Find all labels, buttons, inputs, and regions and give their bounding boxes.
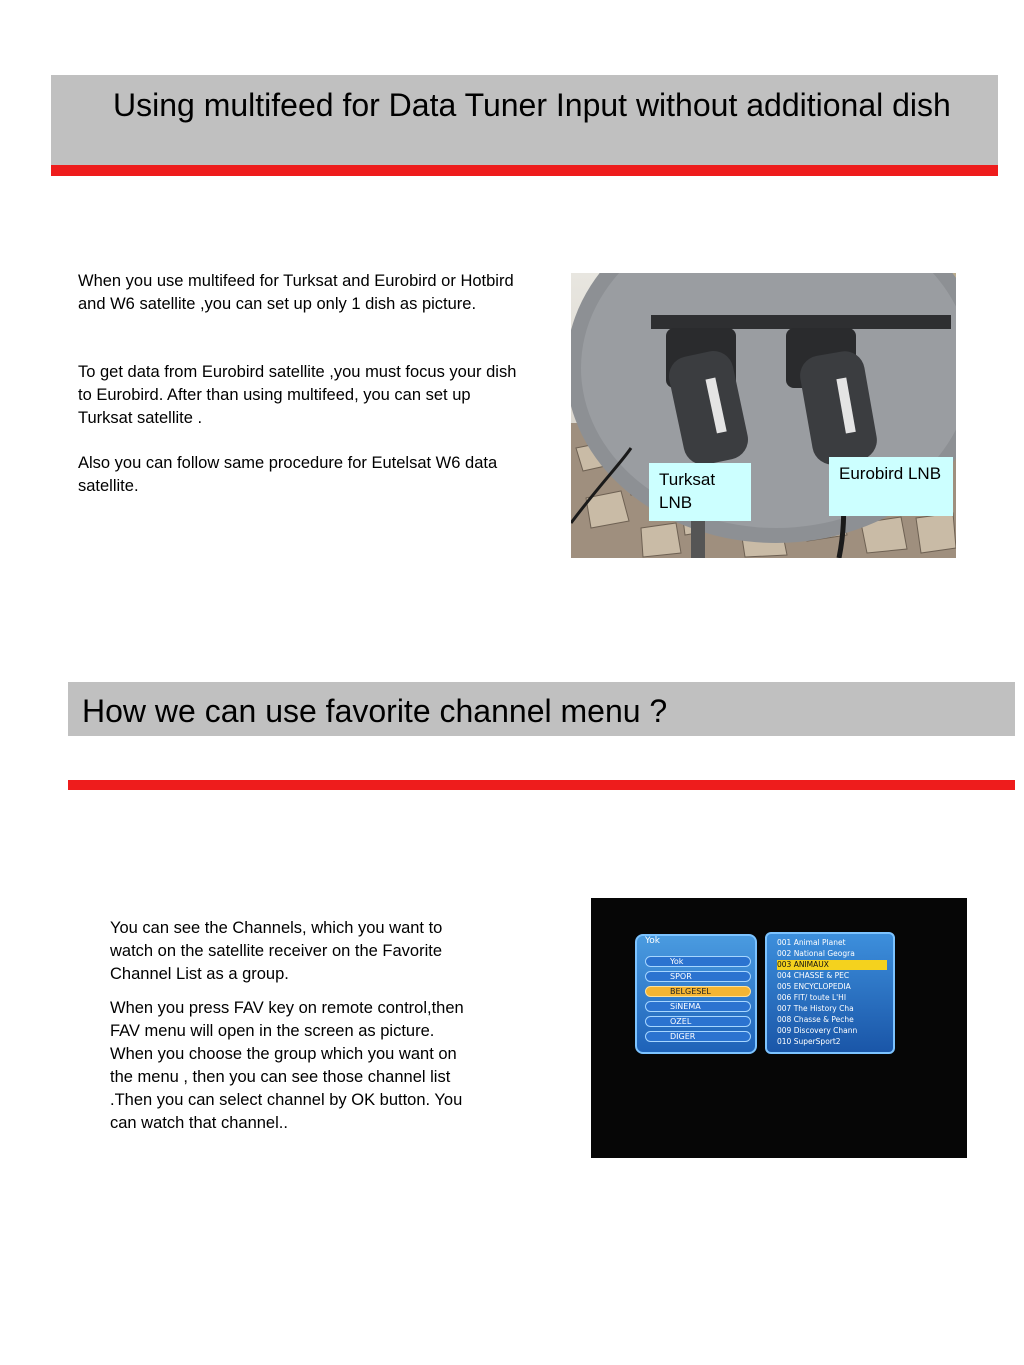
fav-channel-panel [765, 932, 895, 1054]
channel-row-selected[interactable]: 003 ANIMAUX [777, 960, 887, 970]
fav-group-item[interactable]: Yok [645, 956, 751, 967]
channel-row[interactable]: 009 Discovery Chann [777, 1026, 858, 1035]
eurobird-lnb-label: Eurobird LNB [829, 457, 953, 516]
channel-row[interactable]: 006 FIT/ toute L'HI [777, 993, 847, 1002]
dish-lnb-photo [571, 273, 956, 558]
section2-title: How we can use favorite channel menu ? [82, 693, 668, 729]
fav-group-panel [635, 934, 757, 1054]
fav-group-item[interactable]: SPOR [645, 971, 751, 982]
fav-group-header: Yok [645, 936, 661, 946]
channel-row[interactable]: 004 CHASSE & PEC [777, 971, 850, 980]
fav-group-item[interactable]: OZEL [645, 1016, 751, 1027]
fav-group-item-selected[interactable]: BELGESEL [645, 986, 751, 997]
turksat-lnb-label: Turksat LNB [649, 463, 751, 521]
fav-group-item[interactable]: SiNEMA [645, 1001, 751, 1012]
channel-row[interactable]: 007 The History Cha [777, 1004, 854, 1013]
channel-row[interactable]: 005 ENCYCLOPEDIA [777, 982, 851, 991]
fav-menu-screenshot [591, 898, 967, 1158]
section1-paragraph-1: When you use multifeed for Turksat and Eurobird or Hotbird and W6 satellite ,you can set up only 1 dish as picture. [78, 272, 514, 313]
channel-row[interactable]: 002 National Geogra [777, 949, 855, 958]
channel-row[interactable]: 010 SuperSport2 [777, 1037, 841, 1046]
section2-paragraph-2: When you press FAV key on remote control,then FAV menu will open in the screen as picture. When you choose the group which you want on the menu , then you can see those channel list .Then you can select channel by OK button. You can watch that channel.. [110, 999, 464, 1132]
channel-row[interactable]: 008 Chasse & Peche [777, 1015, 854, 1024]
section2-red-bar [68, 780, 1015, 790]
section1-red-bar [51, 165, 998, 176]
section1-paragraph-3: Also you can follow same procedure for Eutelsat W6 data satellite. [78, 454, 498, 495]
section2-paragraph-1: You can see the Channels, which you want to watch on the satellite receiver on the Favorite Channel List as a group. [110, 919, 443, 983]
section1-title: Using multifeed for Data Tuner Input without additional dish [113, 87, 951, 123]
fav-group-item[interactable]: DIGER [645, 1031, 751, 1042]
channel-row[interactable]: 001 Animal Planet [777, 938, 846, 947]
section1-paragraph-2: To get data from Eurobird satellite ,you must focus your dish to Eurobird. After than using multifeed, you can set up Turksat satellite . [78, 363, 517, 427]
